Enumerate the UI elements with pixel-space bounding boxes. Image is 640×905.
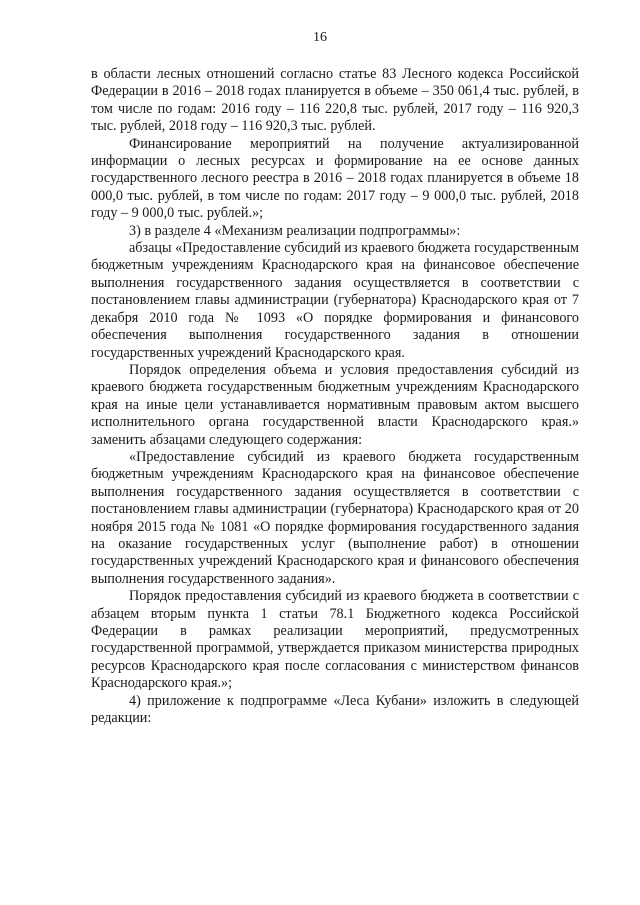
page-number: 16	[313, 30, 327, 45]
paragraph-section-4-heading: 3) в разделе 4 «Механизм реализации подпрограммы»:	[129, 222, 461, 239]
paragraph-forest-relations-funding: в области лесных отношений согласно статье 83 Лесного кодекса Российской Федерации в 2016 – 2018 годах планируется в объеме – 350 061,4 тыс. рублей, в том числе по годам: 2016 году – 116 220,8 тыс. рублей, 2017 году – 116 920,3 тыс. рублей, 2018 году – 116 920,3 тыс. рублей.	[91, 66, 579, 135]
paragraph-old-subsidy-order: Порядок определения объема и условия предоставления субсидий из краевого бюджета государственным бюджетным учреждениям Краснодарского края на иные цели устанавливается нормативным правовым актом высшего исполнительного органа государственной власти Краснодарского края.» заменить абзацами следующего содержания:	[91, 361, 579, 448]
paragraph-forest-registry-funding: Финансирование мероприятий на получение актуализированной информации о лесных ресурсах и формирование на ее основе данных государственного лесного реестра в 2016 – 2018 годах планируется в объеме 18 000,0 тыс. рублей, в том числе по годам: 2017 году – 9 000,0 тыс. рублей, 2018 году – 9 000,0 тыс. рублей.»;	[91, 135, 579, 222]
paragraph-annex-amendment: 4) приложение к подпрограмме «Леса Кубани» изложить в следующей редакции:	[91, 692, 579, 727]
paragraph-new-subsidy-text: «Предоставление субсидий из краевого бюджета государственным бюджетным учреждениям Краснодарского края на финансовое обеспечение выполнения государственного задания осуществляется в соответствии с постановлением главы администрации (губернатора) Краснодарского края от 20 ноября 2015 года № 1081 «О порядке формирования государственного задания на оказание государственных услуг (выполнение работ) в отношении государственных учреждений Краснодарского края и финансового обеспечения выполнения государственного задания».	[91, 448, 579, 587]
paragraph-old-subsidy-text: абзацы «Предоставление субсидий из краевого бюджета государственным бюджетным учреждениям Краснодарского края на финансовое обеспечение выполнения государственного задания осуществляется в соответствии с постановлением главы администрации (губернатора) Краснодарского края от 7 декабря 2010 года № 1093 «О порядке формирования и финансового обеспечения выполнения государственного задания в отношении государственных учреждений Краснодарского края.	[91, 240, 579, 361]
document-body	[91, 66, 579, 727]
paragraph-new-subsidy-order: Порядок предоставления субсидий из краевого бюджета в соответствии с абзацем вторым пункта 1 статьи 78.1 Бюджетного кодекса Российской Федерации в рамках реализации мероприятий, предусмотренных государственной программой, утверждается приказом министерства природных ресурсов Краснодарского края после согласования с министерством финансов Краснодарского края.»;	[91, 588, 579, 692]
